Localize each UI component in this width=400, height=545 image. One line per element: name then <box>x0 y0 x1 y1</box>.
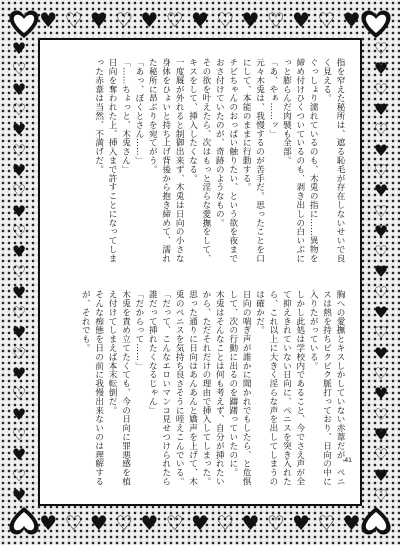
heart-icon: ♡ <box>216 511 235 535</box>
heart-icon: ♡ <box>266 8 285 32</box>
heart-icon: ♥ <box>373 262 389 282</box>
heart-icon: ♡ <box>373 282 389 302</box>
heart-icon: ♥ <box>39 511 58 535</box>
heart-icon: ♡ <box>11 99 27 119</box>
heart-icon: ♡ <box>11 343 27 363</box>
heart-icon: ♥ <box>89 511 108 535</box>
heart-icon: ♥ <box>373 303 389 323</box>
heart-icon: ♥ <box>373 181 389 201</box>
heart-icon: ♥ <box>11 323 27 343</box>
heart-icon: ♡ <box>373 160 389 180</box>
heart-icon: ♡ <box>373 364 389 383</box>
heart-border-bottom <box>14 511 386 535</box>
heart-icon: ♡ <box>317 511 336 535</box>
heart-icon: ♥ <box>373 424 389 444</box>
heart-icon: ♡ <box>11 181 27 201</box>
heart-icon: ♥ <box>190 8 209 32</box>
heart-icon: ♥ <box>11 404 27 424</box>
heart-icon: ♥ <box>140 8 159 32</box>
heart-icon: ♡ <box>11 221 27 241</box>
heart-icon: ♥ <box>11 445 27 465</box>
heart-icon: ♡ <box>373 404 389 424</box>
page-number: 41 <box>344 457 352 464</box>
heart-icon: ♡ <box>373 201 389 221</box>
heart-icon: ♡ <box>115 8 134 32</box>
heart-icon: ♥ <box>11 485 27 505</box>
heart-icon: ♥ <box>11 79 27 99</box>
heart-icon: ♥ <box>89 8 108 32</box>
heart-icon: ♡ <box>373 40 389 58</box>
heart-icon: ♡ <box>216 8 235 32</box>
heart-icon: ♥ <box>140 511 159 535</box>
heart-icon: ♡ <box>266 511 285 535</box>
heart-icon: ♥ <box>373 99 389 119</box>
heart-icon: ♡ <box>373 79 389 99</box>
heart-icon: ♡ <box>373 485 389 505</box>
heart-icon: ♡ <box>11 140 27 160</box>
upper-text-block: 指を窄えた秘所は、遮る恥毛が存在しないせいで良く見える。 ぐっしょり濡れているのも、木兎の指に……異物を締め付けひくついているのも、剥き出しの白いぶにっと膨らんだ肉襞も全部。 「あ、やぁ……ッ」 元々木兎は、我慢するのが苦手だ。思ったことを口にして、本能のままに行動する。 チビちゃんのおっぱい触りたい、という欲を夜までおさ付けていたのが、奇跡のようなもの。 その欲を叶えたら、次はもっと淫らな愛撫をして、キスをして、挿入したくなる。 一度厩が外れると制御出来ず、木兎は日向の小さな身体をひょいと持ち上げ背後から抱き締めて、濡れた秘所に昂ぶりを宛てがう。 「あっ、ぼくとさん……」 「……ちょっと、木兎さん」 日向を奪われた上、挿入まで許すことになってしまった赤葦は当然、不満げだ。 <box>93 58 345 263</box>
heart-border-left <box>8 40 30 505</box>
heart-icon: ♥ <box>292 511 311 535</box>
corner-heart-ornament <box>356 501 396 541</box>
heart-icon: ♡ <box>373 242 389 262</box>
heart-icon: ♡ <box>115 511 134 535</box>
heart-icon: ♥ <box>373 221 389 241</box>
heart-icon: ♡ <box>373 323 389 343</box>
heart-icon: ♡ <box>11 384 27 404</box>
heart-icon: ♡ <box>165 511 184 535</box>
heart-icon: ♡ <box>64 511 83 535</box>
heart-icon: ♥ <box>373 59 389 79</box>
heart-icon: ♥ <box>292 8 311 32</box>
text-page <box>38 38 362 506</box>
heart-icon: ♥ <box>241 8 260 32</box>
heart-icon: ♥ <box>39 8 58 32</box>
heart-icon: ♥ <box>342 8 361 32</box>
heart-icon: ♡ <box>11 59 27 79</box>
heart-icon: ♥ <box>190 511 209 535</box>
heart-icon: ♥ <box>11 40 27 58</box>
heart-icon: ♡ <box>317 8 336 32</box>
heart-icon: ♥ <box>241 511 260 535</box>
heart-icon: ♥ <box>11 364 27 383</box>
heart-icon: ♥ <box>11 282 27 302</box>
heart-icon: ♥ <box>11 201 27 221</box>
heart-icon: ♡ <box>165 8 184 32</box>
heart-icon: ♥ <box>373 343 389 363</box>
heart-icon: ♥ <box>11 242 27 262</box>
heart-icon: ♡ <box>64 8 83 32</box>
heart-border-top <box>14 8 386 32</box>
heart-icon: ♥ <box>373 465 389 485</box>
heart-icon: ♥ <box>342 511 361 535</box>
corner-heart-ornament <box>356 4 396 44</box>
heart-icon: ♥ <box>11 120 27 140</box>
heart-icon: ♡ <box>11 303 27 323</box>
heart-icon: ♡ <box>11 262 27 282</box>
heart-icon: ♡ <box>373 445 389 465</box>
heart-icon: ♥ <box>373 140 389 160</box>
heart-icon: ♥ <box>11 160 27 180</box>
heart-icon: ♡ <box>11 424 27 444</box>
heart-icon: ♡ <box>373 120 389 140</box>
heart-icon: ♡ <box>11 465 27 485</box>
heart-border-right <box>370 40 392 505</box>
lower-text-block: 胸への愛撫とキスしかしていない赤葦だが、ペニスは熱を持ちビクビク脈打っており、日向の中に入りたがっている。 しかし此処は学校内であること、今でさえ声が全て抑えきれていない日向に、ペニスを突き入れたら、これ以上に大きく淫らな声を出してしまうのは確かだ。 日向の喘ぎ声が誰かに聞かれでもしたら、と危惧して、次の行動に出るのを躊躇っていたのに。 木兎はそんなことは何も考えず、自分が挿れたいから、ただそれだけの理由で挿入してしまった。 思った通りに日向はあんあんと嬌声を上げて、木兎のペニスを気持ち良さそうに咥えこんでいる。 「だって、こんなエロいマンコ見せつけられたら誰だって挿れたくなるじゃん」 「だからって……」 木兎を責め立てたくても、今の日向に罪悪感を植え付けてしまえば本末転倒だ。 そんな痴態を日の前に我慢出来ないのは理解するが、それでも。 <box>80 290 345 486</box>
corner-heart-ornament <box>4 501 44 541</box>
heart-icon: ♥ <box>373 384 389 404</box>
